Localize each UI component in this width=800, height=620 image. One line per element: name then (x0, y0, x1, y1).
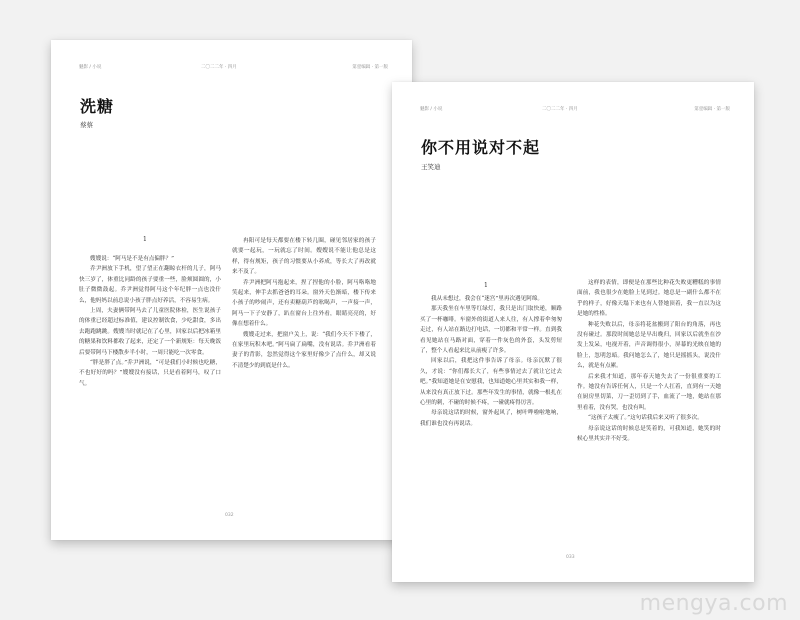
paragraph: 那天我坐在车里等红绿灯，我只是出门取快递，顺路买了一杯咖啡。车窗外的街道人来人往，有人撑着伞匆匆走过，有人站在路边打电话，一切都和平常一样。直到我看见她站在马路对面，穿着一件灰色的外套，头发剪短了，整个人看起来比从前瘦了许多。 (420, 306, 562, 355)
paragraph: 乔尹洲把阿马抱起来，捏了捏他的小脸，阿马咯咯地笑起来，伸手去抓爸爸的耳朵。窗外天色渐暗，楼下传来小孩子的吵闹声，还有卖糖葫芦的吆喝声，一声接一声，阿马一下子安静了，趴在窗台上往外看，眼睛亮亮的，好像在想着什么。 (232, 279, 376, 328)
paragraph: 我从未想过，我会在“迷宫”里再次遇见阿绵。 (431, 296, 544, 302)
paragraph: “这孩子太瘦了。”这句话我后来又听了很多次。 (588, 415, 703, 422)
paragraph: 母亲说这话的时候，窗外起风了，树叶哗啦啦地响，我们谁也没有再说话。 (420, 410, 562, 427)
paragraph: “胖是胖了点。”乔尹洲说，“可是我们小时候也吃糖，不也好好的吗？”嫂嫂没有接话，只是看着阿马，叹了口气。 (79, 360, 221, 387)
right-page (392, 82, 754, 582)
paragraph: 后来我才知道，那年春天她失去了一份很重要的工作。她没有告诉任何人，只是一个人扛着，直到有一天她在厨房里切菜，刀一歪切到了手，血流了一地，她站在那里看着，没有哭，也没有叫。 (577, 373, 721, 411)
paragraph: 种花失败以后，母亲将花盆搬到了阳台的角落，再也没有碰过。那段时间她总是早出晚归，回家以后就坐在沙发上发呆，电视开着，声音调得很小，屏幕的光映在她的脸上，忽明忽暗。我问她怎么了，她只是摇摇头，说没什么，就是有点累。 (577, 321, 721, 370)
paragraph: 母亲说这话的时候总是笑着的，可我知道，她笑的时候心里其实并不好受。 (577, 425, 721, 443)
left-page (51, 40, 412, 540)
right-section-number: 1 (484, 282, 488, 289)
right-header-right: 第壹编辑 · 第一版 (694, 107, 730, 112)
left-page-number: 032 (225, 513, 234, 518)
paragraph: 冉阳可是每天都要在楼下转几圈，碰见邻居家的孩子就要一起玩，一玩就忘了时间。嫂嫂说不能让他总是这样，得有规矩，孩子的习惯要从小养成，等长大了再改就来不及了。 (232, 238, 376, 276)
right-header-center: 二〇二二年 · 四月 (542, 107, 578, 112)
paragraph: 嫂嫂走过来，把窗户关上，说：“我们今天不下楼了，在家里玩积木吧。”阿马扁了扁嘴，没有说话。乔尹洲看着妻子的背影，忽然觉得这个家里好像少了点什么，却又说不清楚少的到底是什么。 (232, 331, 376, 369)
left-header-left: 魅影 / 小说 (79, 65, 102, 70)
right-article-title: 你不用说对不起 (421, 138, 541, 157)
right-article-author: 王笑迪 (421, 163, 441, 171)
paragraph: 上周，夫妻俩带阿马去了儿童医院体检，医生说孩子的体重已经超过标准值，建议控制饮食，少吃甜食，多出去跑跑跳跳。嫂嫂当时就记在了心里，回家以后把冰箱里的糖果和饮料都收了起来，还定了一个新规矩：每天晚饭后要带阿马下楼散步半小时，一周只能吃一次零食。 (79, 308, 221, 356)
right-page-number: 033 (566, 555, 575, 560)
paragraph: 嫂嫂说：“阿马是不是有点偏胖？” (90, 256, 175, 262)
watermark: mengya.com (639, 591, 788, 616)
left-header-center: 二〇二二年 · 四月 (201, 65, 237, 70)
paragraph: 这样的表情，即便是在那些比种花失败更糟糕的事情面前，我也很少在她脸上见到过。她总是一副什么都不在乎的样子，好像天塌下来也有人替她顶着，我一直以为这是她的性格。 (577, 280, 721, 318)
left-header-right: 第壹编辑 · 第一版 (352, 65, 388, 70)
paragraph: 回家以后，我把这件事告诉了母亲。母亲沉默了很久，才说：“你们都长大了，有些事情过去了就让它过去吧。”我知道她是在安慰我，也知道她心里其实和我一样，从来没有真正放下过。那些年发生的事情，就像一根扎在心里的刺，不碰的时候不疼，一碰就疼得厉害。 (420, 358, 562, 407)
left-article-author: 蔡蔡 (80, 121, 93, 129)
right-header-left: 魅影 / 小说 (420, 107, 443, 112)
paragraph: 乔尹洲放下手机，望了望正在翻晾衣杆的儿子，阿马快三岁了，体重比同龄的孩子要重一些，脸颊圆圆的，小肚子微微鼓起。乔尹洲觉得阿马这个年纪胖一点也没什么，他妈妈以前总说小孩子胖点好养活，不容易生病。 (79, 266, 221, 304)
left-article-title: 洗糖 (80, 97, 115, 116)
left-column-2 (232, 236, 376, 522)
left-section-number: 1 (143, 236, 147, 243)
left-column-1 (79, 254, 221, 522)
right-column-2 (577, 278, 721, 556)
right-column-1 (420, 294, 562, 556)
